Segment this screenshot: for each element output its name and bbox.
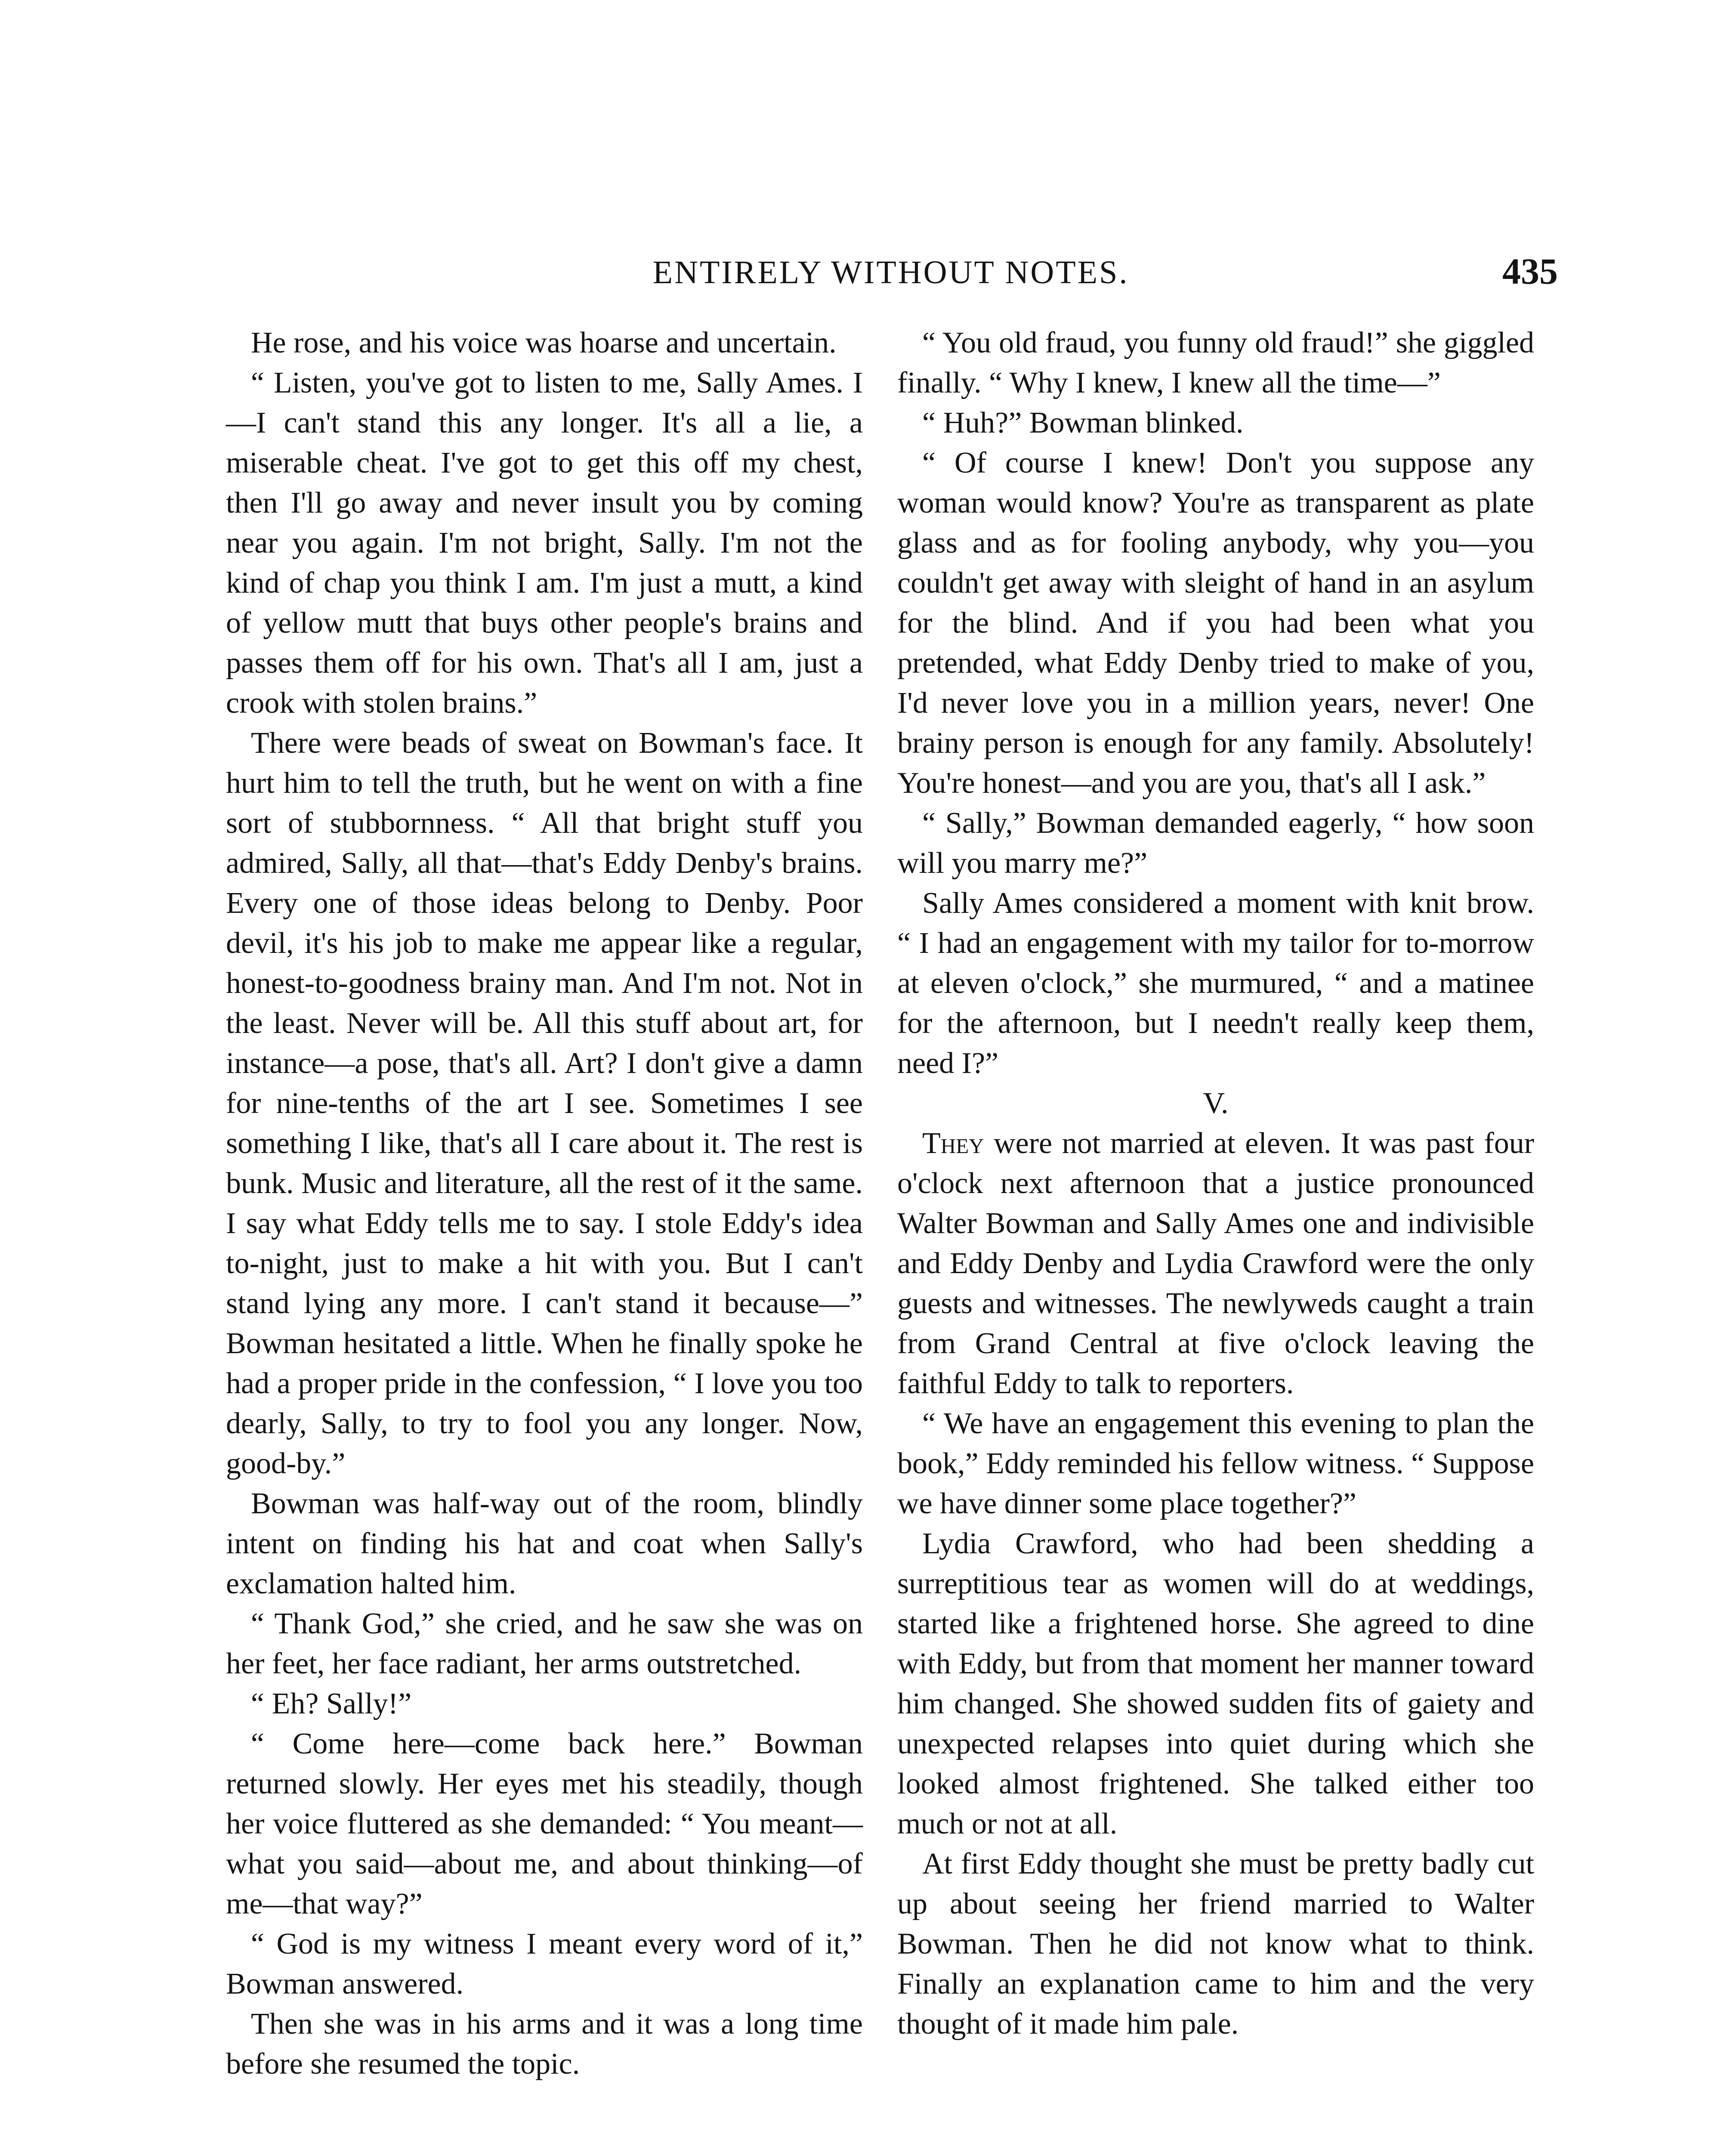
paragraph: “ Eh? Sally!”: [251, 1687, 412, 1720]
paragraph: “ You old fraud, you funny old fraud!” she giggled finally. “ Why I knew, I knew all the time—”: [897, 326, 1534, 399]
paragraph: “ Thank God,” she cried, and he saw she was on her feet, her face radiant, her arms outstretched.: [226, 1607, 863, 1680]
paragraph: “ Huh?” Bowman blinked.: [922, 406, 1244, 439]
paragraph: “ Listen, you've got to listen to me, Sally Ames. I—I can't stand this any longer. It's all a lie, a miserable cheat. I've got to get this off my chest, then I'll go away and never insult you by coming near you again. I'm not bright, Sally. I'm not the kind of chap you think I am. I'm just a mutt, a kind of yellow mutt that buys other people's brains and passes them off for his own. That's all I am, just a crook with stolen brains.”: [226, 366, 863, 720]
paragraph: Bowman was half-way out of the room, blindly intent on finding his hat and coat when Sally's exclamation halted him.: [226, 1487, 863, 1600]
paragraph: There were beads of sweat on Bowman's face. It hurt him to tell the truth, but he went on with a fine sort of stubbornness. “ All that bright stuff you admired, Sally, all that—that's Eddy Denby's brains. Every one of those ideas belong to Denby. Poor devil, it's his job to make me appear like a regular, honest-to-goodness brainy man. And I'm not. Not in the least. Never will be. All this stuff about art, for instance—a pose, that's all. Art? I don't give a damn for nine-tenths of the art I see. Sometimes I see something I like, that's all I care about it. The rest is bunk. Music and literature, all the rest of it the same. I say what Eddy tells me to say. I stole Eddy's idea to-night, just to make a hit with you. But I can't stand lying any more. I can't stand it because—” Bowman hesitated a little. When he finally spoke he had a proper pride in the confession, “ I love you too dearly, Sally, to try to fool you any longer. Now, good-by.”: [226, 727, 863, 1480]
section-number: V.: [1203, 1087, 1229, 1120]
page-number: 435: [1502, 250, 1558, 292]
paragraph: “ Sally,” Bowman demanded eagerly, “ how soon will you marry me?”: [897, 807, 1534, 880]
paragraph-text: were not married at eleven. It was past four o'clock next afternoon that a justice pronounced Walter Bowman and Sally Ames one and indivisible and Eddy Denby and Lydia Crawford were the only guests and witnesses. The newlyweds caught a train from Grand Central at five o'clock leaving the faithful Eddy to talk to reporters.: [897, 1127, 1534, 1400]
paragraph: “ Of course I knew! Don't you suppose any woman would know? You're as transparent as plate glass and as for fooling anybody, why you—you couldn't get away with sleight of hand in an asylum for the blind. And if you had been what you pretended, what Eddy Denby tried to make of you, I'd never love you in a million years, never! One brainy person is enough for any family. Absolutely! You're honest—and you are you, that's all I ask.”: [897, 446, 1534, 800]
paragraph: [897, 1123, 1534, 1404]
running-title: ENTIRELY WITHOUT NOTES.: [652, 254, 1129, 291]
paragraph: “ Come here—come back here.” Bowman returned slowly. Her eyes met his steadily, though her voice fluttered as she demanded: “ You meant—what you said—about me, and about thinking—of me—that way?”: [226, 1727, 863, 1920]
paragraph: Lydia Crawford, who had been shedding a surreptitious tear as women will do at weddings, started like a frightened horse. She agreed to dine with Eddy, but from that moment her manner toward him changed. She showed sudden fits of gaiety and unexpected relapses into quiet during which she looked almost frightened. She talked either too much or not at all.: [897, 1527, 1534, 1840]
running-head: [224, 250, 1558, 301]
right-column: [897, 323, 1534, 2044]
paragraph: He rose, and his voice was hoarse and uncertain.: [251, 326, 837, 359]
paragraph: At first Eddy thought she must be pretty badly cut up about seeing her friend married to Walter Bowman. Then he did not know what to think. Finally an explanation came to him and the very thought of it made him pale.: [897, 1847, 1534, 2041]
left-column: [226, 323, 863, 2084]
paragraph: Sally Ames considered a moment with knit brow. “ I had an engagement with my tailor for to-morrow at eleven o'clock,” she murmured, “ and a matinee for the afternoon, but I needn't really keep them, need I?”: [897, 887, 1534, 1080]
paragraph: “ God is my witness I meant every word of it,” Bowman answered.: [226, 1927, 863, 2000]
paragraph: “ We have an engagement this evening to plan the book,” Eddy reminded his fellow witness. “ Suppose we have dinner some place together?”: [897, 1407, 1534, 1520]
paragraph: Then she was in his arms and it was a long time before she resumed the topic.: [226, 2007, 863, 2081]
small-caps-lead: They: [922, 1127, 984, 1160]
